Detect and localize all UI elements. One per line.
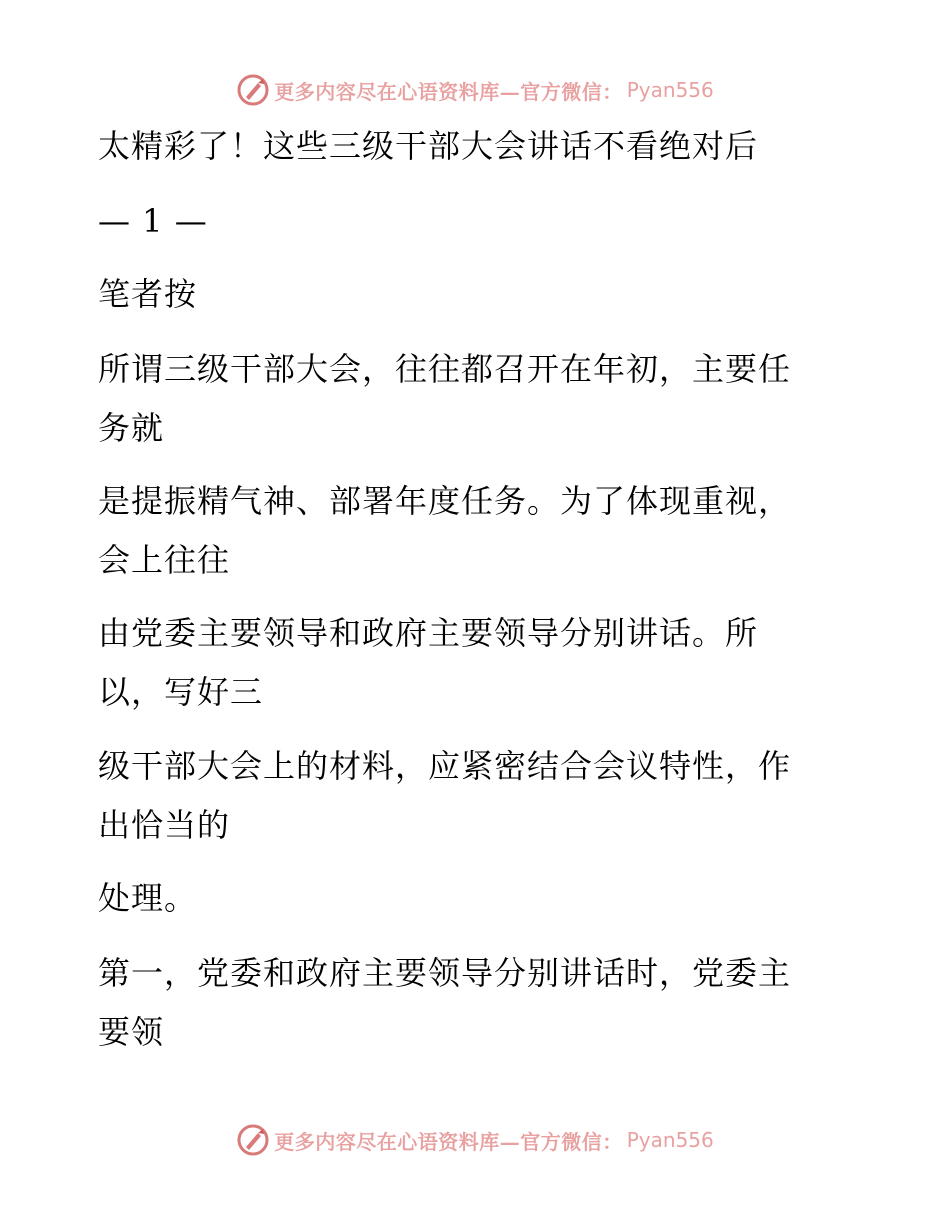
paragraph-line: 级干部大会上的材料，应紧密结合会议特性，作 — [98, 747, 792, 785]
paragraph-line: 所谓三级干部大会，往往都召开在年初，主要任 — [98, 350, 792, 388]
pen-nib-logo-icon — [236, 73, 270, 107]
document-title: 太精彩了！这些三级干部大会讲话不看绝对后 — [98, 127, 759, 165]
paragraph-line: 出恰当的 — [98, 806, 231, 844]
preface-heading: 笔者按 — [98, 275, 198, 313]
paragraph-line: 务就 — [98, 409, 165, 447]
paragraph-line: 由党委主要领导和政府主要领导分别讲话。所 — [98, 614, 759, 652]
paragraph-line: 以，写好三 — [98, 673, 264, 711]
section-number: — 1 — — [98, 202, 208, 240]
header-watermark-banner — [0, 70, 950, 110]
paragraph-line: 第一，党委和政府主要领导分别讲话时，党委主 — [98, 954, 792, 992]
paragraph-line: 处理。 — [98, 879, 198, 917]
footer-watermark-banner — [0, 1120, 950, 1160]
banner-text: 更多内容尽在心语资料库—官方微信： — [274, 79, 623, 104]
banner-wechat-id: Pyan556 — [626, 1128, 714, 1152]
paragraph-line: 会上往往 — [98, 541, 231, 579]
banner-wechat-id: Pyan556 — [626, 78, 714, 102]
pen-nib-logo-icon — [236, 1123, 270, 1157]
banner-text: 更多内容尽在心语资料库—官方微信： — [274, 1129, 623, 1154]
paragraph-line: 是提振精气神、部署年度任务。为了体现重视， — [98, 482, 792, 520]
paragraph-line: 要领 — [98, 1013, 165, 1051]
